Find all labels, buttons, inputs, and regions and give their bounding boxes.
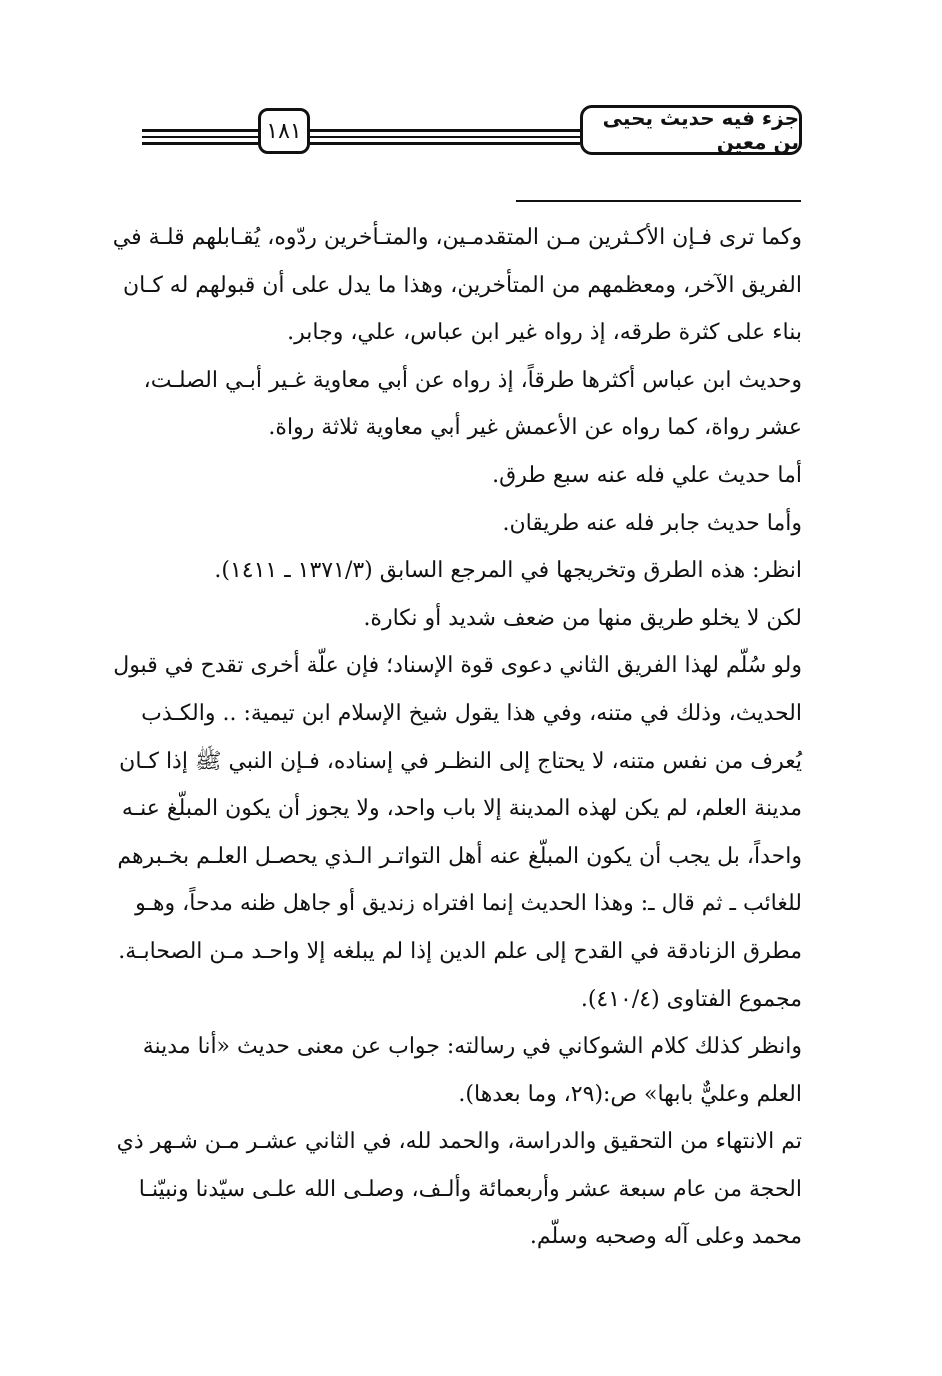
text-line: انظر: هذه الطرق وتخريجها في المرجع السابق (١٣٧١/٣ ـ ١٤١١). <box>214 558 802 584</box>
text-line: عشر رواة، كما رواه عن الأعمش غير أبي معاوية ثلاثة رواة. <box>268 415 802 441</box>
header-rule <box>310 129 580 132</box>
text-line: الحديث، وذلك في متنه، وفي هذا يقول شيخ الإسلام ابن تيمية: .. والكـذب <box>141 700 802 726</box>
text-line: وحديث ابن عباس أكثرها طرقاً، إذ رواه عن أبي معاوية غـير أبـي الصلـت، <box>143 367 802 393</box>
page-number: ١٨١ <box>258 108 310 154</box>
header-rule <box>142 129 258 132</box>
page-header <box>0 0 942 200</box>
text-line: واحداً، بل يجب أن يكون المبلّغ عنه أهل التواتـر الـذي يحصـل العلـم بخـبرهم <box>117 843 802 869</box>
text-line: وكما ترى فـإن الأكـثرين مـن المتقدمـين، والمتـأخرين ردّوه، يُقـابلهم قلـة في <box>112 225 802 250</box>
text-line: محمد وعلى آله وصحبه وسلّم. <box>529 1224 802 1250</box>
header-rule <box>310 142 580 145</box>
text-line: وانظر كذلك كلام الشوكاني في رسالته: جواب عن معنى حديث «أنا مدينة <box>142 1034 802 1060</box>
text-line: تم الانتهاء من التحقيق والدراسة، والحمد لله، في الثاني عشـر مـن شـهر ذي <box>116 1129 802 1155</box>
text-line: وأما حديث جابر فله عنه طريقان. <box>502 510 802 536</box>
text-line: أما حديث علي فله عنه سبع طرق. <box>492 462 802 488</box>
text-line: مجموع الفتاوى (٤١٠/٤). <box>580 986 802 1012</box>
text-line: العلم وعليٌّ بابها» ص:(٢٩، وما بعدها). <box>458 1081 802 1107</box>
running-title: جزء فيه حديث يحيى بن معين <box>580 105 802 155</box>
text-line: لكن لا يخلو طريق منها من ضعف شديد أو نكارة. <box>363 605 802 631</box>
header-rule <box>142 142 258 145</box>
text-line: مدينة العلم، لم يكن لهذه المدينة إلا باب واحد، ولا يجوز أن يكون المبلّغ عنـه <box>121 796 802 822</box>
text-line: يُعرف من نفس متنه، لا يحتاج إلى النظـر في إسناده، فـإن النبي ﷺ إذا كـان <box>119 748 802 774</box>
text-line: مطرق الزنادقة في القدح إلى علم الدين إذا لم يبلغه إلا واحـد مـن الصحابـة. <box>118 938 802 964</box>
text-line: الحجة من عام سبعة عشر وأربعمائة وألـف، وصلـى الله علـى سيّدنا ونبيّنـا <box>138 1176 802 1202</box>
text-line: الفريق الآخر، ومعظمهم من المتأخرين، وهذا ما يدل على أن قبولهم له كـان <box>123 272 802 298</box>
header-rule <box>310 136 580 138</box>
footnote-text <box>112 214 802 1261</box>
text-line: بناء على كثرة طرقه، إذ رواه غير ابن عباس، علي، وجابر. <box>287 320 802 346</box>
text-line: للغائب ـ ثم قال ـ: وهذا الحديث إنما افتراه زنديق أو جاهل ظنه مدحاً، وهـو <box>135 891 802 917</box>
text-line: ولو سُلّم لهذا الفريق الثاني دعوى قوة الإسناد؛ فإن علّة أخرى تقدح في قبول <box>113 653 802 679</box>
footnote-separator <box>516 200 801 202</box>
header-rule <box>142 136 258 138</box>
